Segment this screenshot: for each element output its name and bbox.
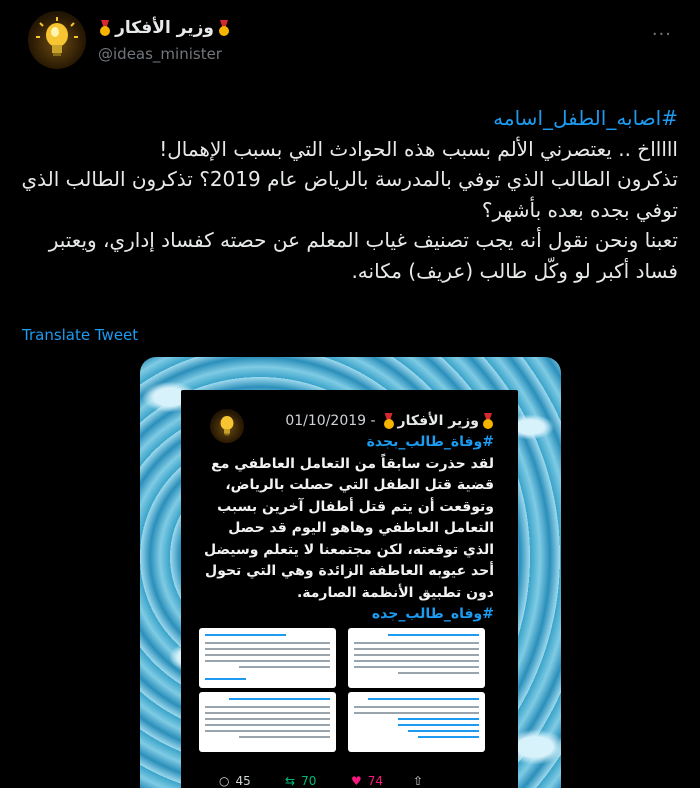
thumbnail-card [348, 692, 485, 752]
tweet-line: اااااخ .. يعتصرني الألم بسبب هذه الحوادث التي بسبب الإهمال! [159, 136, 678, 161]
embedded-display-name: وزير الأفكار [397, 413, 479, 429]
display-name[interactable] [99, 18, 230, 38]
display-name-text: وزير الأفكار [115, 18, 214, 38]
hashtag-link[interactable]: #اصابه_الطفل_اسامه [493, 106, 678, 130]
embedded-body [199, 432, 494, 626]
thumbnail-card [199, 692, 336, 752]
medal-icon [383, 413, 395, 429]
tweet-media-image[interactable] [140, 357, 561, 788]
translate-tweet-link[interactable]: Translate Tweet [22, 326, 139, 344]
embedded-tweet-screenshot [181, 390, 518, 788]
retweet-icon: ⇆ [285, 774, 296, 788]
embedded-hashtag-bottom: #وفاه_طالب_جده [371, 606, 494, 622]
medal-icon [482, 413, 494, 429]
reply-icon: ○ [219, 774, 230, 788]
medal-icon [218, 20, 230, 36]
retweet-count: ⇆ 70 [285, 774, 317, 788]
reply-count: ○ 45 [219, 774, 251, 788]
medal-icon [99, 20, 111, 36]
heart-icon: ♥ [351, 774, 362, 788]
thumbnail-card [199, 628, 336, 688]
embedded-body-text: لقد حذرت سابقاً من التعامل العاطفي مع قضية قتل الطفل التي حصلت بالرياض، وتوقعت أن يتم قتل أطفال آخرين بسبب التعامل العاطفي وهاهو اليوم قد حصل الذي توقعته، لكن مجتمعنا لا يتعلم وسيضل أحد عيوبه العاطفة الزائدة وهي التي تحول دون تطبيق الأنظمة الصارمة. [203, 455, 494, 601]
more-options-icon[interactable]: ··· [651, 24, 672, 45]
embedded-stats [181, 774, 518, 788]
embedded-hashtag-top: #وفاة_طالب_بجدة [366, 434, 494, 450]
tweet-line: تذكرون الطالب الذي توفي بالمدرسة بالرياض عام 2019؟ تذكرون الطالب الذي توفي بجده بعده بأشهر؟ [21, 167, 678, 222]
share-count [413, 774, 423, 788]
tweet-header [0, 0, 700, 90]
thumbnail-card [348, 628, 485, 688]
tweet-text [20, 103, 678, 286]
lightbulb-icon [28, 11, 86, 69]
embedded-header [285, 413, 494, 429]
avatar[interactable] [28, 11, 86, 69]
embedded-date: 01/10/2019 - [285, 413, 376, 429]
user-handle[interactable]: @ideas_minister [98, 45, 222, 63]
tweet-line: تعبنا ونحن نقول أنه يجب تصنيف غياب المعلم عن حصته كفساد إداري، ويعتبر فساد أكبر لو وكّل طالب (عريف) مكانه. [48, 228, 678, 283]
share-icon: ⇧ [413, 774, 424, 788]
embedded-thumbnails [199, 628, 485, 752]
like-count: ♥ 74 [351, 774, 384, 788]
